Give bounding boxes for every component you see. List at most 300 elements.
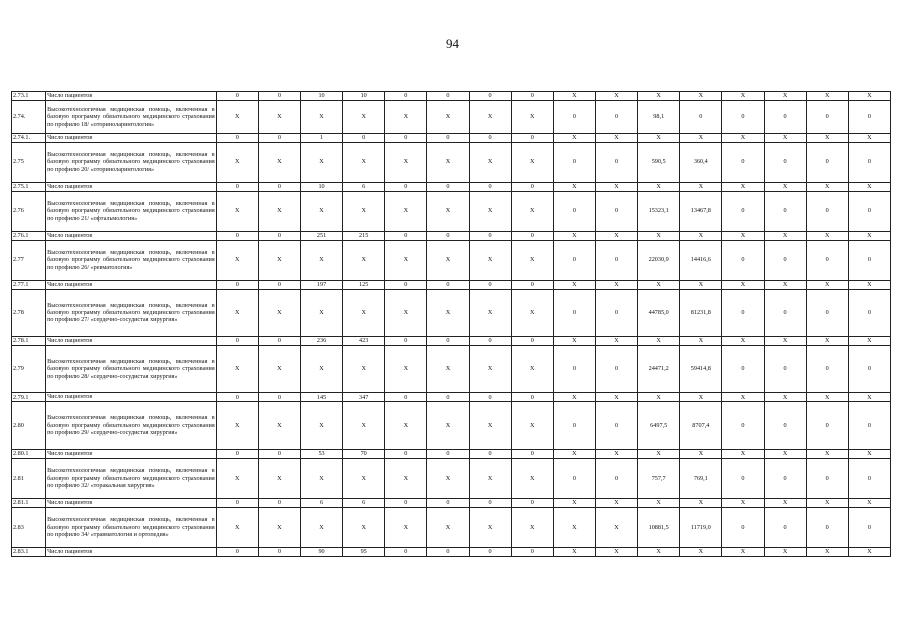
cell-value: X	[258, 101, 300, 134]
cell-value: 0	[848, 402, 890, 449]
cell-value: X	[553, 231, 595, 240]
cell-value: 0	[343, 133, 385, 142]
cell-value: 0	[722, 191, 764, 231]
cell-value: X	[385, 142, 427, 182]
cell-value: 53	[300, 449, 342, 458]
cell-value: 0	[553, 289, 595, 336]
cell-value: 0	[258, 547, 300, 556]
cell-value: X	[427, 240, 469, 280]
cell-value: 590,5	[638, 142, 680, 182]
cell-value: X	[469, 142, 511, 182]
cell-value: X	[343, 191, 385, 231]
cell-value: 0	[469, 336, 511, 345]
cell-value: X	[343, 101, 385, 134]
cell-value: 0	[385, 498, 427, 507]
cell-value: 0	[764, 345, 806, 392]
cell-value: X	[469, 191, 511, 231]
cell-value: X	[848, 231, 890, 240]
cell-value: X	[553, 182, 595, 191]
cell-value: X	[258, 402, 300, 449]
row-description: Число пациентов	[46, 336, 217, 345]
cell-value: 0	[258, 498, 300, 507]
cell-value: X	[511, 289, 553, 336]
cell-value: X	[680, 133, 722, 142]
cell-value: X	[764, 449, 806, 458]
cell-value: X	[764, 336, 806, 345]
cell-value: X	[806, 280, 848, 289]
cell-value: 251	[300, 231, 342, 240]
cell-value: 0	[511, 133, 553, 142]
cell-value: X	[722, 498, 764, 507]
row-code: 2.74.1.	[12, 133, 46, 142]
cell-value: X	[722, 336, 764, 345]
table-row	[12, 458, 891, 498]
cell-value: X	[722, 449, 764, 458]
cell-value: X	[343, 402, 385, 449]
cell-value: 0	[806, 458, 848, 498]
cell-value: 0	[595, 458, 637, 498]
cell-value: X	[385, 240, 427, 280]
cell-value: X	[343, 240, 385, 280]
row-code: 2.80	[12, 402, 46, 449]
cell-value: 0	[764, 142, 806, 182]
row-code: 2.74.	[12, 101, 46, 134]
cell-value: 0	[469, 498, 511, 507]
cell-value: X	[680, 182, 722, 191]
cell-value: 0	[385, 182, 427, 191]
row-code: 2.79	[12, 345, 46, 392]
cell-value: 0	[595, 191, 637, 231]
cell-value: X	[511, 191, 553, 231]
cell-value: 0	[258, 231, 300, 240]
row-description: Высокотехнологичная медицинская помощь, включенная в базовую программу обязательного медицинского страхования по профилю 27/ «сердечно-сосудистая хирургия»	[46, 289, 217, 336]
cell-value: 197	[300, 280, 342, 289]
cell-value: X	[385, 289, 427, 336]
cell-value: 6	[343, 182, 385, 191]
cell-value: X	[469, 345, 511, 392]
cell-value: 423	[343, 336, 385, 345]
cell-value: X	[300, 240, 342, 280]
cell-value: 44785,0	[638, 289, 680, 336]
cell-value: X	[848, 336, 890, 345]
table-row	[12, 507, 891, 547]
cell-value: 0	[595, 289, 637, 336]
cell-value: X	[638, 547, 680, 556]
table-row	[12, 393, 891, 402]
cell-value: 14416,6	[680, 240, 722, 280]
cell-value: X	[806, 547, 848, 556]
cell-value: 0	[511, 280, 553, 289]
cell-value: 0	[427, 231, 469, 240]
cell-value: X	[722, 280, 764, 289]
cell-value: X	[511, 345, 553, 392]
cell-value: X	[258, 345, 300, 392]
cell-value: 6	[300, 498, 342, 507]
cell-value: 0	[764, 289, 806, 336]
cell-value: X	[764, 280, 806, 289]
cell-value: 0	[806, 289, 848, 336]
cell-value: X	[385, 507, 427, 547]
cell-value: 0	[427, 182, 469, 191]
cell-value: X	[553, 393, 595, 402]
cell-value: X	[216, 458, 258, 498]
table-row	[12, 498, 891, 507]
cell-value: X	[427, 507, 469, 547]
cell-value: 81231,8	[680, 289, 722, 336]
cell-value: 0	[258, 182, 300, 191]
cell-value: 0	[595, 142, 637, 182]
cell-value: X	[722, 393, 764, 402]
row-code: 2.77	[12, 240, 46, 280]
cell-value: X	[638, 336, 680, 345]
cell-value: 0	[258, 449, 300, 458]
cell-value: X	[216, 240, 258, 280]
cell-value: X	[553, 280, 595, 289]
cell-value: 0	[511, 498, 553, 507]
cell-value: X	[427, 191, 469, 231]
cell-value: X	[806, 231, 848, 240]
cell-value: X	[806, 393, 848, 402]
cell-value: 10	[300, 182, 342, 191]
cell-value: X	[553, 498, 595, 507]
cell-value: 0	[595, 240, 637, 280]
cell-value: 0	[553, 458, 595, 498]
cell-value: X	[511, 402, 553, 449]
cell-value: 0	[216, 133, 258, 142]
cell-value: 0	[216, 449, 258, 458]
cell-value: 0	[764, 402, 806, 449]
cell-value: X	[764, 182, 806, 191]
cell-value: X	[638, 280, 680, 289]
cell-value: X	[638, 231, 680, 240]
cell-value: X	[216, 191, 258, 231]
cell-value: 0	[427, 336, 469, 345]
cell-value: X	[848, 498, 890, 507]
cell-value: 0	[216, 336, 258, 345]
cell-value: 0	[595, 402, 637, 449]
cell-value: X	[216, 289, 258, 336]
table-row	[12, 92, 891, 101]
cell-value: 0	[848, 101, 890, 134]
cell-value: 0	[216, 182, 258, 191]
cell-value: 0	[848, 458, 890, 498]
cell-value: X	[427, 101, 469, 134]
cell-value: X	[595, 280, 637, 289]
row-code: 2.81.1	[12, 498, 46, 507]
cell-value: 0	[511, 393, 553, 402]
cell-value: X	[511, 101, 553, 134]
cell-value: 0	[427, 547, 469, 556]
row-description: Число пациентов	[46, 92, 217, 101]
table-row	[12, 101, 891, 134]
cell-value: 0	[848, 191, 890, 231]
cell-value: X	[300, 142, 342, 182]
cell-value: 0	[722, 142, 764, 182]
cell-value: 0	[511, 547, 553, 556]
cell-value: 0	[680, 101, 722, 134]
cell-value: X	[595, 133, 637, 142]
cell-value: X	[553, 92, 595, 101]
cell-value: 0	[385, 280, 427, 289]
cell-value: 0	[553, 191, 595, 231]
row-description: Высокотехнологичная медицинская помощь, включенная в базовую программу обязательного медицинского страхования по профилю 26/ «ревматология»	[46, 240, 217, 280]
cell-value: X	[553, 133, 595, 142]
cell-value: X	[343, 142, 385, 182]
cell-value: X	[300, 507, 342, 547]
cell-value: 0	[722, 345, 764, 392]
cell-value: X	[595, 336, 637, 345]
cell-value: X	[385, 402, 427, 449]
cell-value: 125	[343, 280, 385, 289]
table-row	[12, 133, 891, 142]
cell-value: 0	[722, 507, 764, 547]
cell-value: X	[848, 449, 890, 458]
cell-value: 0	[764, 507, 806, 547]
cell-value: 0	[258, 133, 300, 142]
cell-value: X	[469, 289, 511, 336]
cell-value: 215	[343, 231, 385, 240]
cell-value: X	[216, 345, 258, 392]
cell-value: 90	[300, 547, 342, 556]
row-description: Число пациентов	[46, 498, 217, 507]
cell-value: X	[638, 182, 680, 191]
cell-value: 6497,5	[638, 402, 680, 449]
cell-value: X	[511, 142, 553, 182]
cell-value: 95	[343, 547, 385, 556]
cell-value: X	[638, 449, 680, 458]
row-code: 2.78	[12, 289, 46, 336]
cell-value: X	[258, 289, 300, 336]
cell-value: 0	[595, 345, 637, 392]
cell-value: 0	[511, 231, 553, 240]
cell-value: X	[764, 92, 806, 101]
cell-value: X	[469, 458, 511, 498]
cell-value: 0	[216, 231, 258, 240]
cell-value: 0	[385, 92, 427, 101]
cell-value: 10	[343, 92, 385, 101]
cell-value: X	[300, 101, 342, 134]
table-row	[12, 449, 891, 458]
table-body	[12, 92, 891, 557]
row-description: Высокотехнологичная медицинская помощь, включенная в базовую программу обязательного медицинского страхования по профилю 20/ «оториноларингология»	[46, 142, 217, 182]
cell-value: 0	[722, 240, 764, 280]
cell-value: 0	[469, 92, 511, 101]
cell-value: 0	[848, 142, 890, 182]
cell-value: X	[764, 133, 806, 142]
cell-value: X	[848, 393, 890, 402]
cell-value: X	[722, 231, 764, 240]
row-description: Высокотехнологичная медицинская помощь, включенная в базовую программу обязательного медицинского страхования по профилю 28/ «сердечно-сосудистая хирургия»	[46, 345, 217, 392]
row-code: 2.78.1	[12, 336, 46, 345]
table-row	[12, 280, 891, 289]
cell-value: 0	[216, 547, 258, 556]
cell-value: X	[258, 240, 300, 280]
cell-value: 347	[343, 393, 385, 402]
cell-value: X	[427, 289, 469, 336]
cell-value: X	[343, 345, 385, 392]
cell-value: 0	[848, 289, 890, 336]
cell-value: X	[469, 101, 511, 134]
cell-value: X	[722, 547, 764, 556]
cell-value: 0	[511, 336, 553, 345]
cell-value: 0	[469, 133, 511, 142]
cell-value: 0	[764, 191, 806, 231]
cell-value: 0	[469, 280, 511, 289]
row-code: 2.83	[12, 507, 46, 547]
cell-value: X	[427, 402, 469, 449]
cell-value: 0	[258, 393, 300, 402]
cell-value: 0	[806, 101, 848, 134]
cell-value: X	[343, 507, 385, 547]
cell-value: 0	[848, 240, 890, 280]
table-row	[12, 289, 891, 336]
table-row	[12, 402, 891, 449]
cell-value: X	[680, 92, 722, 101]
row-description: Число пациентов	[46, 547, 217, 556]
cell-value: 0	[764, 240, 806, 280]
row-code: 2.75.1	[12, 182, 46, 191]
cell-value: 8707,4	[680, 402, 722, 449]
cell-value: X	[806, 498, 848, 507]
cell-value: X	[722, 182, 764, 191]
cell-value: X	[216, 402, 258, 449]
cell-value: 0	[385, 231, 427, 240]
row-description: Высокотехнологичная медицинская помощь, включенная в базовую программу обязательного медицинского страхования по профилю 34/ «травматология и ортопедия»	[46, 507, 217, 547]
row-description: Высокотехнологичная медицинская помощь, включенная в базовую программу обязательного медицинского страхования по профилю 21/ «офтальмология»	[46, 191, 217, 231]
cell-value: 0	[385, 449, 427, 458]
cell-value: 6	[343, 498, 385, 507]
cell-value: 11719,0	[680, 507, 722, 547]
cell-value: 0	[469, 547, 511, 556]
cell-value: 0	[216, 393, 258, 402]
cell-value: 0	[806, 507, 848, 547]
cell-value: X	[680, 393, 722, 402]
cell-value: X	[595, 498, 637, 507]
cell-value: 0	[427, 498, 469, 507]
cell-value: X	[553, 336, 595, 345]
row-code: 2.77.1	[12, 280, 46, 289]
cell-value: X	[680, 231, 722, 240]
cell-value: X	[595, 182, 637, 191]
row-code: 2.76.1	[12, 231, 46, 240]
cell-value: 0	[722, 101, 764, 134]
cell-value: 0	[553, 101, 595, 134]
cell-value: 59414,8	[680, 345, 722, 392]
cell-value: 0	[427, 393, 469, 402]
cell-value: 0	[722, 458, 764, 498]
row-code: 2.83.1	[12, 547, 46, 556]
cell-value: X	[300, 458, 342, 498]
cell-value: X	[680, 498, 722, 507]
cell-value: 70	[343, 449, 385, 458]
cell-value: 0	[553, 240, 595, 280]
cell-value: X	[848, 547, 890, 556]
cell-value: X	[469, 240, 511, 280]
cell-value: 0	[216, 92, 258, 101]
cell-value: X	[258, 191, 300, 231]
statistics-table	[11, 91, 891, 557]
table-row	[12, 142, 891, 182]
cell-value: X	[806, 133, 848, 142]
cell-value: X	[848, 133, 890, 142]
cell-value: X	[553, 449, 595, 458]
cell-value: 10	[300, 92, 342, 101]
cell-value: 0	[511, 449, 553, 458]
cell-value: 0	[848, 507, 890, 547]
cell-value: X	[385, 101, 427, 134]
cell-value: 15323,1	[638, 191, 680, 231]
cell-value: 98,1	[638, 101, 680, 134]
cell-value: X	[427, 458, 469, 498]
cell-value: 0	[469, 182, 511, 191]
row-code: 2.75	[12, 142, 46, 182]
cell-value: X	[258, 507, 300, 547]
cell-value: 0	[764, 101, 806, 134]
row-code: 2.80.1	[12, 449, 46, 458]
row-description: Высокотехнологичная медицинская помощь, включенная в базовую программу обязательного медицинского страхования по профилю 29/ «сердечно-сосудистая хирургия»	[46, 402, 217, 449]
cell-value: 0	[258, 92, 300, 101]
cell-value: 0	[553, 345, 595, 392]
cell-value: X	[300, 191, 342, 231]
table-row	[12, 345, 891, 392]
cell-value: 236	[300, 336, 342, 345]
cell-value: X	[764, 231, 806, 240]
cell-value: 0	[258, 280, 300, 289]
cell-value: 0	[806, 240, 848, 280]
cell-value: 0	[848, 345, 890, 392]
cell-value: 0	[553, 402, 595, 449]
cell-value: X	[385, 345, 427, 392]
cell-value: X	[680, 449, 722, 458]
cell-value: 0	[511, 92, 553, 101]
cell-value: X	[680, 547, 722, 556]
cell-value: X	[680, 280, 722, 289]
row-description: Высокотехнологичная медицинская помощь, включенная в базовую программу обязательного медицинского страхования по профилю 18/ «оториноларингология»	[46, 101, 217, 134]
cell-value: 0	[469, 231, 511, 240]
cell-value: X	[638, 92, 680, 101]
cell-value: 0	[216, 280, 258, 289]
cell-value: X	[638, 393, 680, 402]
cell-value: 22030,9	[638, 240, 680, 280]
cell-value: X	[216, 101, 258, 134]
cell-value: X	[385, 458, 427, 498]
cell-value: X	[595, 393, 637, 402]
cell-value: 0	[385, 336, 427, 345]
page-number: 94	[446, 36, 459, 51]
cell-value: 360,4	[680, 142, 722, 182]
cell-value: 0	[806, 345, 848, 392]
cell-value: X	[848, 92, 890, 101]
cell-value: 0	[469, 393, 511, 402]
cell-value: X	[343, 458, 385, 498]
cell-value: 0	[806, 402, 848, 449]
cell-value: X	[806, 449, 848, 458]
cell-value: 13467,8	[680, 191, 722, 231]
cell-value: X	[638, 498, 680, 507]
cell-value: X	[469, 402, 511, 449]
row-description: Число пациентов	[46, 182, 217, 191]
cell-value: 24471,2	[638, 345, 680, 392]
cell-value: 0	[511, 182, 553, 191]
cell-value: X	[511, 458, 553, 498]
cell-value: X	[764, 393, 806, 402]
cell-value: X	[300, 345, 342, 392]
cell-value: 10881,5	[638, 507, 680, 547]
cell-value: X	[806, 182, 848, 191]
cell-value: 757,7	[638, 458, 680, 498]
cell-value: 0	[722, 289, 764, 336]
cell-value: 0	[806, 142, 848, 182]
